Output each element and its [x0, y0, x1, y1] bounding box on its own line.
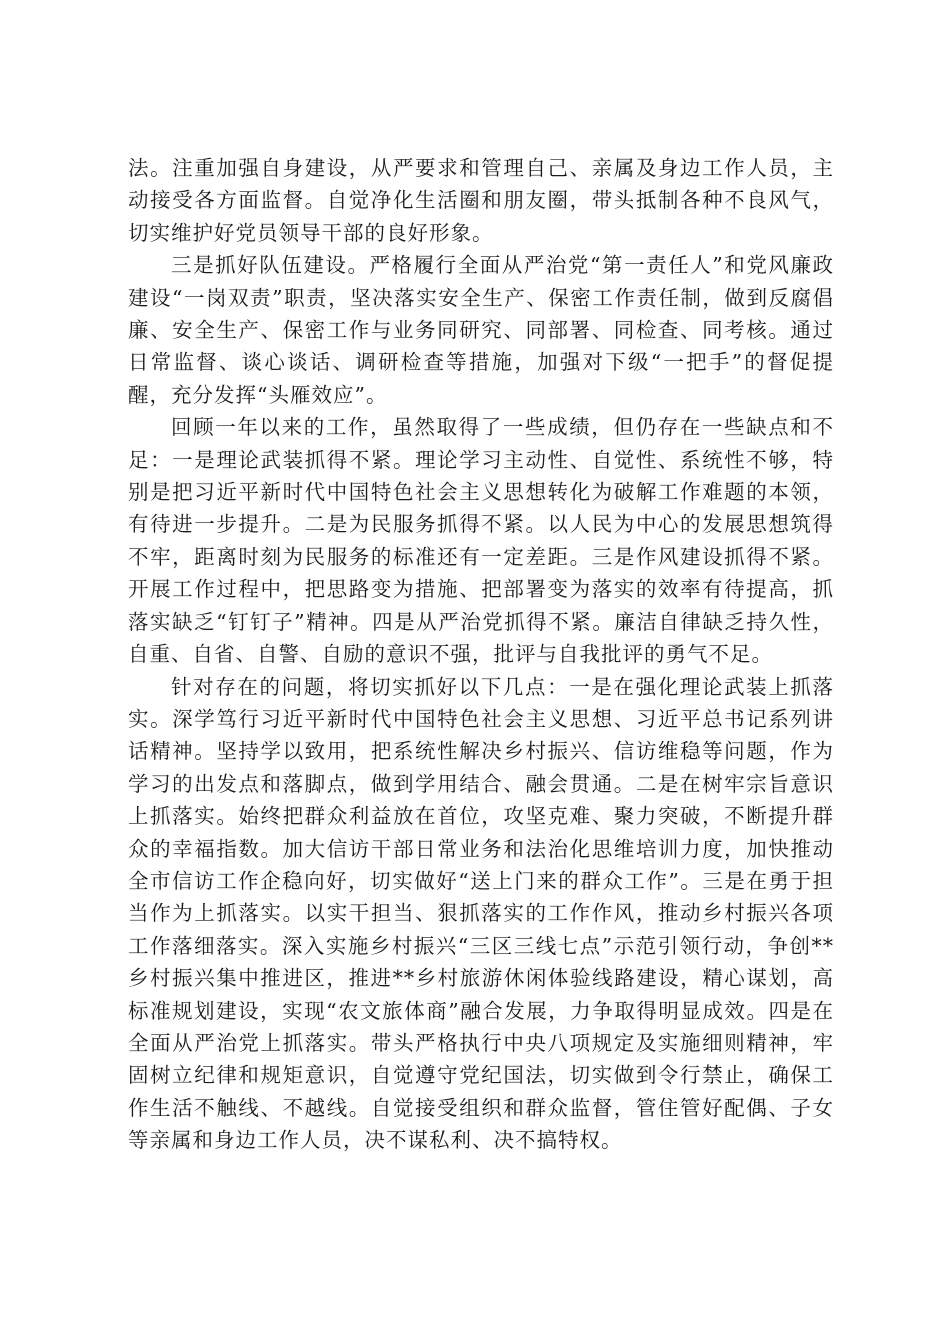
paragraph-shortcomings: 回顾一年以来的工作，虽然取得了一些成绩，但仍存在一些缺点和不足：一是理论武装抓得不紧。理论学习主动性、自觉性、系统性不够，特别是把习近平新时代中国特色社会主义思想转化为破解工作难题的本领，有待进一步提升。二是为民服务抓得不紧。以人民为中心的发展思想筑得不牢，距离时刻为民服务的标准还有一定差距。三是作风建设抓得不紧。开展工作过程中，把思路变为措施、把部署变为落实的效率有待提高，抓落实缺乏“钉钉子”精神。四是从严治党抓得不紧。廉洁自律缺乏持久性，自重、自省、自警、自励的意识不强，批评与自我批评的勇气不足。 [128, 415, 834, 667]
document-body [128, 152, 834, 1157]
paragraph-team-building: 三是抓好队伍建设。严格履行全面从严治党“第一责任人”和党风廉政建设“一岗双责”职责，坚决落实安全生产、保密工作责任制，做到反腐倡廉、安全生产、保密工作与业务同研究、同部署、同检查、同考核。通过日常监督、谈心谈话、调研检查等措施，加强对下级“一把手”的督促提醒，充分发挥“头雁效应”。 [128, 253, 834, 407]
paragraph-continuation: 法。注重加强自身建设，从严要求和管理自己、亲属及身边工作人员，主动接受各方面监督。自觉净化生活圈和朋友圈，带头抵制各种不良风气，切实维护好党员领导干部的良好形象。 [128, 156, 834, 245]
paragraph-improvement-plan: 针对存在的问题，将切实抓好以下几点：一是在强化理论武装上抓落实。深学笃行习近平新时代中国特色社会主义思想、习近平总书记系列讲话精神。坚持学以致用，把系统性解决乡村振兴、信访维稳等问题，作为学习的出发点和落脚点，做到学用结合、融会贯通。二是在树牢宗旨意识上抓落实。始终把群众利益放在首位，攻坚克难、聚力突破，不断提升群众的幸福指数。加大信访干部日常业务和法治化思维培训力度，加快推动全市信访工作企稳向好，切实做好“送上门来的群众工作”。三是在勇于担当作为上抓落实。以实干担当、狠抓落实的工作作风，推动乡村振兴各项工作落细落实。深入实施乡村振兴“三区三线七点”示范引领行动，争创**乡村振兴集中推进区，推进**乡村旅游休闲体验线路建设，精心谋划，高标准规划建设，实现“农文旅体商”融合发展，力争取得明显成效。四是在全面从严治党上抓落实。带头严格执行中央八项规定及实施细则精神，牢固树立纪律和规矩意识，自觉遵守党纪国法，切实做到令行禁止，确保工作生活不触线、不越线。自觉接受组织和群众监督，管住管好配偶、子女等亲属和身边工作人员，决不谋私利、决不搞特权。 [128, 674, 834, 1153]
